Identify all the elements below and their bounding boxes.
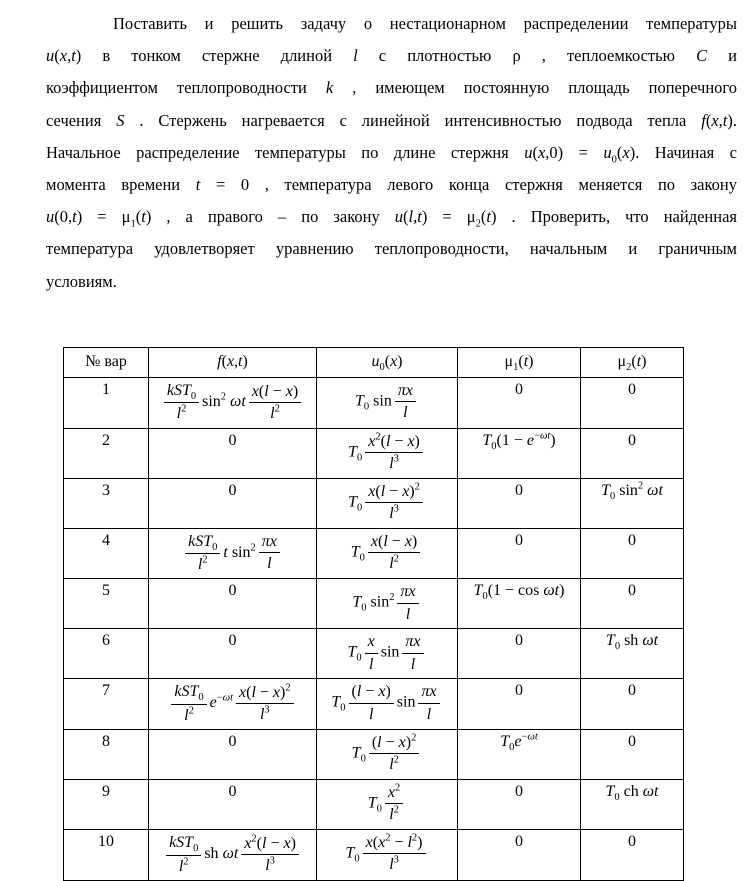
u0-cell: $T_0$ $\frac{x(x^2 - l^2)}{l^3}$ <box>317 830 458 881</box>
mu2-cell: 0 <box>581 528 684 579</box>
variant-cell: 10 <box>64 830 149 881</box>
u0-cell: $T_0$ sin $\frac{\pi x}{l}$ <box>317 377 458 428</box>
variant-cell: 2 <box>64 428 149 478</box>
u0-cell: $T_0$ $\frac{x^2}{l^2}$ <box>317 780 458 830</box>
u0-cell: $T_0$ $\frac{(l - x)}{l}$ sin $\frac{\pi x}{l}$ <box>317 679 458 730</box>
mu1-cell: 0 <box>458 679 581 730</box>
variant-cell: 3 <box>64 478 149 528</box>
table-row <box>64 629 684 679</box>
table-row <box>64 830 684 881</box>
mu1-cell: $T_0(1 - \cos \omega t)$ <box>458 579 581 629</box>
f-cell: 0 <box>149 780 317 830</box>
u0-cell: $T_0$ $\frac{(l - x)^2}{l^2}$ <box>317 730 458 780</box>
f-cell: 0 <box>149 478 317 528</box>
table-header-row <box>64 347 684 377</box>
table-row <box>64 730 684 780</box>
variant-cell: 6 <box>64 629 149 679</box>
table-row <box>64 428 684 478</box>
f-cell: 0 <box>149 730 317 780</box>
paragraph-line: u(x,t) в тонком стержне длиной l с плотностью ρ , теплоемкостью C и <box>46 46 737 66</box>
f-cell: $\frac{kST_0}{l^2}$ sh ωt $\frac{x^2(l - x)}{l^3}$ <box>149 830 317 881</box>
f-cell: $\frac{kST_0}{l^2}$ t $\sin^2$ $\frac{\pi x}{l}$ <box>149 528 317 579</box>
f-cell: $\frac{kST_0}{l^2}$ $\sin^2 \omega t$ $\frac{x(l - x)}{l^2}$ <box>149 377 317 428</box>
f-cell: 0 <box>149 428 317 478</box>
mu2-cell: 0 <box>581 679 684 730</box>
mu2-cell: $T_0$ ch ωt <box>581 780 684 830</box>
variant-cell: 9 <box>64 780 149 830</box>
paragraph-line: момента времени t = 0 , температура левого конца стержня меняется по закону <box>46 175 738 195</box>
u0-cell: $T_0$ $\frac{x}{l}$ sin $\frac{\pi x}{l}$ <box>317 629 458 679</box>
col-header-u0: $u_0(x)$ <box>317 347 458 377</box>
variant-cell: 7 <box>64 679 149 730</box>
paragraph-line: условиям. <box>46 271 117 291</box>
table-row <box>64 377 684 428</box>
paragraph-line: Поставить и решить задачу о нестационарном распределении температуры <box>113 14 737 33</box>
variants-table <box>63 347 684 881</box>
f-cell: $\frac{kST_0}{l^2}$ $e^{-\omega t}$ $\frac{x(l - x)^2}{l^3}$ <box>149 679 317 730</box>
variant-cell: 8 <box>64 730 149 780</box>
f-cell: 0 <box>149 579 317 629</box>
mu2-cell: $T_0$ sh ωt <box>581 629 684 679</box>
table-row <box>64 780 684 830</box>
variant-cell: 1 <box>64 377 149 428</box>
problem-statement <box>46 8 737 298</box>
variant-cell: 5 <box>64 579 149 629</box>
mu1-cell: 0 <box>458 830 581 881</box>
paragraph-line: $u(0,t) = \mu_1(t)$ , а правого – по закону $u(l,t) = \mu_2(t)$ . Проверить, что найденная <box>46 207 738 230</box>
mu2-cell: 0 <box>581 730 684 780</box>
mu1-cell: 0 <box>458 629 581 679</box>
u0-cell: $T_0$ $\frac{x(l - x)}{l^2}$ <box>317 528 458 579</box>
u0-cell: $T_0$ $\frac{x(l - x)^2}{l^3}$ <box>317 478 458 528</box>
mu1-cell: $T_0(1 - e^{-\omega t})$ <box>458 428 581 478</box>
paragraph-line: Начальное распределение температуры по длине стержня $u(x,0) = u_0(x)$. Начиная с <box>46 142 737 166</box>
mu1-cell: 0 <box>458 478 581 528</box>
mu2-cell: 0 <box>581 579 684 629</box>
mu1-cell: 0 <box>458 377 581 428</box>
mu2-cell: 0 <box>581 830 684 881</box>
col-header-f: f(x,t) <box>149 347 317 377</box>
table-body <box>64 377 684 880</box>
paragraph-line: коэффициентом теплопроводности k , имеющем постоянную площадь поперечного <box>46 78 738 98</box>
mu2-cell: 0 <box>581 428 684 478</box>
paragraph-line: температура удовлетворяет уравнению теплопроводности, начальным и граничным <box>46 239 737 259</box>
col-header-mu1: $\mu_1(t)$ <box>458 347 581 377</box>
table-row <box>64 478 684 528</box>
col-header-variant: № вар <box>64 347 149 377</box>
u0-cell: $T_0$ $\frac{x^2(l - x)}{l^3}$ <box>317 428 458 478</box>
f-cell: 0 <box>149 629 317 679</box>
variant-cell: 4 <box>64 528 149 579</box>
col-header-mu2: $\mu_2(t)$ <box>581 347 684 377</box>
table-row <box>64 528 684 579</box>
mu1-cell: 0 <box>458 780 581 830</box>
mu2-cell: 0 <box>581 377 684 428</box>
table-row <box>64 679 684 730</box>
mu2-cell: $T_0$ $\sin^2 \omega t$ <box>581 478 684 528</box>
table-row <box>64 579 684 629</box>
u0-cell: $T_0$ $\sin^2$ $\frac{\pi x}{l}$ <box>317 579 458 629</box>
paragraph-line: сечения S . Стержень нагревается с линейной интенсивностью подвода тепла f(x,t). <box>46 110 737 130</box>
mu1-cell: 0 <box>458 528 581 579</box>
mu1-cell: $T_0e^{-\omega t}$ <box>458 730 581 780</box>
